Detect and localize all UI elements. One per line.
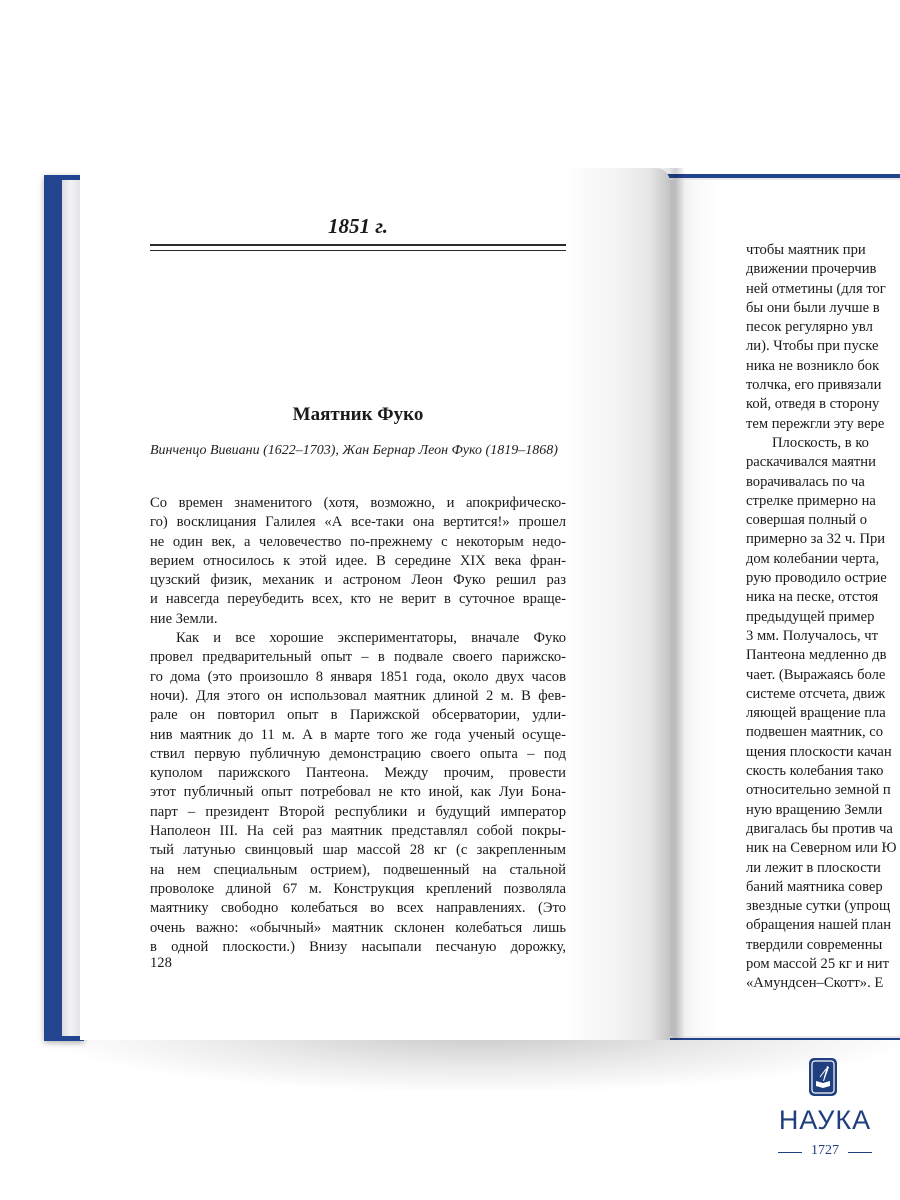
text-line: ли лежит в плоскости	[746, 859, 881, 876]
text-line: на нем специальным острием), подвешенный на стальной	[150, 861, 566, 878]
text-line: ние Земли.	[150, 610, 218, 627]
text-line: Со времен знаменитого (хотя, возможно, и апокрифическо-	[150, 495, 566, 511]
text-line: кой, отведя в сторону	[746, 396, 880, 413]
text-line: Пантеона медленно дв	[746, 647, 887, 664]
publisher-dash-right	[848, 1152, 872, 1153]
text-line: провел предварительный опыт – в подвале своего парижско-	[150, 649, 566, 666]
text-line: ней отметины (для тог	[746, 280, 886, 297]
text-line: маятнику свободно колебаться во всех направлениях. (Это	[150, 900, 566, 917]
text-line: нив маятник до 11 м. А в марте того же года ученый осуще-	[150, 726, 566, 743]
text-line: ли). Чтобы при пуске	[746, 338, 879, 355]
text-line: цузский физик, механик и астроном Леон Фуко решил раз	[150, 572, 566, 589]
text-line: бы они были лучше в	[746, 299, 880, 316]
text-line: обращения нашей план	[746, 917, 892, 934]
text-line: тый латунью свинцовый шар массой 28 кг (с закрепленным	[150, 842, 566, 859]
publisher-year: 1727	[811, 1143, 839, 1158]
text-line: рую проводило острие	[746, 570, 887, 587]
text-line: парт – президент Второй республики и будущий император	[150, 803, 566, 820]
article-title: Маятник Фуко	[292, 404, 424, 425]
text-line: движении прочерчив	[746, 261, 877, 278]
page-number: 128	[150, 955, 172, 971]
text-line: Наполеон III. На сей раз маятник представлял собой покры-	[150, 823, 566, 840]
text-line: раскачивался маятни	[746, 454, 876, 471]
text-line: ствил первую публичную демонстрацию своего опыта – под	[150, 745, 566, 762]
text-line: в одной плоскости.) Внизу насыпали песчаную дорожку,	[150, 938, 566, 955]
right-page-body-text	[746, 241, 900, 994]
text-line: Как и все хорошие экспериментаторы, вначале Фуко	[176, 630, 566, 647]
text-line: «Амундсен–Скотт». Е	[746, 975, 884, 992]
book-gutter	[650, 168, 684, 1040]
text-line: го) восклицания Галилея «А все-таки она вертится!» прошел	[150, 514, 566, 531]
text-line: ника не возникло бок	[746, 357, 880, 374]
text-line: этот публичный опыт потребовал не кто иной, как Луи Бона-	[150, 784, 566, 801]
chapter-year-heading: 1851 г.	[328, 214, 388, 238]
article-authors: Винченцо Вивиани (1622–1703), Жан Бернар Леон Фуко (1819–1868)	[150, 443, 558, 458]
text-line: предыдущей пример	[746, 608, 875, 625]
text-line: ника на песке, отстоя	[746, 589, 879, 606]
text-line: ляющей вращение пла	[746, 705, 886, 722]
book-quill-icon	[808, 1057, 838, 1097]
text-line: толчка, его привязали	[746, 377, 882, 394]
text-line: верием относилось к этой идее. В середине XIX века фран-	[150, 552, 566, 569]
text-line: го дома (это произошло 8 января 1851 года, около двух часов	[150, 668, 566, 685]
text-line: Плоскость, в ко	[772, 434, 869, 451]
text-line: куполом парижского Пантеона. Между прочим, провести	[150, 765, 566, 782]
text-line: тем пережгли эту вере	[746, 415, 885, 432]
heading-rule-thin	[150, 250, 566, 251]
text-line: относительно земной п	[746, 782, 891, 799]
text-line: твердили современны	[746, 936, 883, 953]
text-line: не один век, а человечество по-прежнему с некоторым недо-	[150, 533, 566, 550]
text-line: ночи). Для этого он использовал маятник длиной 2 м. В фев-	[150, 687, 566, 704]
text-line: подвешен маятник, со	[746, 724, 884, 741]
text-line: песок регулярно увл	[746, 319, 873, 336]
publisher-logo	[770, 1055, 880, 1165]
text-line: очень важно: «обычный» маятник склонен колебаться лишь	[150, 919, 566, 936]
text-line: совершая полный о	[746, 512, 867, 529]
text-line: щения плоскости качан	[746, 743, 892, 760]
left-page-body-text	[150, 494, 566, 957]
text-line: ворачивалась по ча	[746, 473, 865, 490]
text-line: системе отсчета, движ	[746, 685, 886, 702]
publisher-name: НАУКА	[778, 1105, 872, 1135]
text-line: ную вращению Земли	[746, 801, 883, 818]
text-line: чтобы маятник при	[746, 242, 866, 258]
text-line: звездные сутки (упрощ	[746, 898, 891, 915]
text-line: скость колебания тако	[746, 763, 884, 780]
text-line: баний маятника совер	[746, 878, 883, 895]
text-line: чает. (Выражаясь боле	[746, 666, 886, 683]
text-line: ник на Северном или Ю	[746, 840, 897, 857]
text-line: стрелке примерно на	[746, 492, 876, 509]
text-line: дом колебании черта,	[746, 550, 880, 567]
text-line: проволоке длиной 67 м. Конструкция креплений позволяла	[150, 880, 566, 897]
text-line: рале он повторил опыт в Парижской обсерватории, удли-	[150, 707, 566, 724]
text-line: примерно за 32 ч. При	[746, 531, 886, 548]
text-line: ром массой 25 кг и нит	[746, 955, 889, 972]
text-line: 3 мм. Получалось, чт	[746, 627, 878, 644]
text-line: двигалась бы против ча	[746, 820, 893, 837]
text-line: и навсегда переубедить всех, кто не верит в суточное враще-	[150, 591, 566, 608]
heading-rule-thick	[150, 244, 566, 246]
